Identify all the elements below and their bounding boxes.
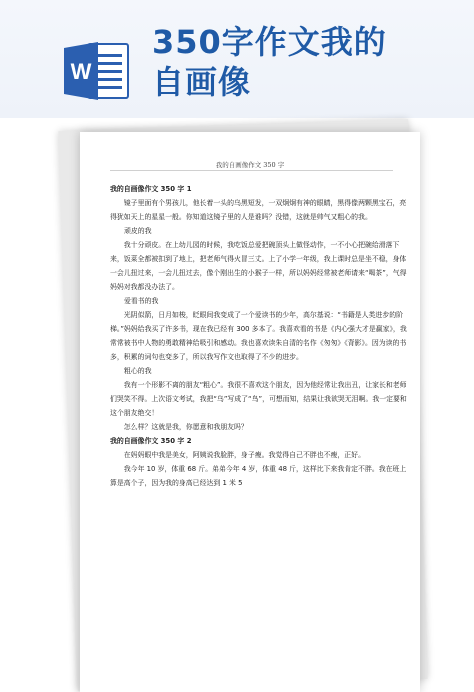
section-heading: 我的自画像作文 350 字 2	[110, 437, 192, 445]
subheading: 粗心的我	[124, 367, 152, 375]
subheading: 顽皮的我	[124, 227, 152, 235]
document-body	[110, 182, 410, 490]
banner-title-line2: 自画像	[152, 63, 252, 101]
paragraph: 我十分顽皮。在上幼儿园的时候，我吃饭总爱把碗顶头上做怪动作，一不小心把碗给滑落下来，饭菜全都被扣到了地上，把老师气得火冒三丈。上了小学一年级，我上课时总是坐不稳，身体一会儿扭过来，一会儿扭过去，像个刚出生的小猴子一样，所以妈妈经常被老师请来“喝茶”，气得妈妈对我都没办法了。	[110, 241, 407, 291]
header-banner	[0, 0, 474, 118]
paragraph: 镜子里面有个男孩儿，他长着一头的乌黑短发，一双炯炯有神的眼睛，黑得像两颗黑宝石，亮得犹如天上的星星一般。你知道这镜子里的人是谁吗？没错，这就是帅气又粗心的我。	[110, 199, 407, 221]
subheading: 爱看书的我	[124, 297, 159, 305]
section-heading: 我的自画像作文 350 字 1	[110, 185, 192, 193]
header-rule	[110, 170, 393, 171]
word-document-icon	[64, 40, 130, 102]
paragraph: 怎么样？这就是我，你愿意和我朋友吗？	[123, 423, 248, 431]
paragraph: 我有一个形影不离的朋友“粗心”。我很不喜欢这个朋友，因为他经常让我出丑，让家长和老师们哭笑不得。上次语文考试，我把“乌”写成了“鸟”，可想而知，结果让我欲哭无泪啊。我一定要和这个朋友绝交！	[110, 381, 407, 417]
paragraph: 我今年 10 岁，体重 68 斤。弟弟今年 4 岁，体重 48 斤，这样比下来我肯定不胖。我在班上算是高个子，因为我的身高已经达到 1 米 5	[110, 465, 407, 487]
banner-title	[152, 22, 387, 102]
paragraph: 光阴似箭，日月如梭，眨眼间我变成了一个爱读书的少年，高尔基说：“书籍是人类进步的阶梯。”妈妈给我买了许多书，现在我已经有 300 多本了。我喜欢看的书是《内心强大才是赢家》，我常常被书中人物的勇敢精神给吸引和感动。我也喜欢读朱自清的名作《匆匆》《背影》。因为读的书多，积累的词句也变多了，所以我写作文也取得了不少的进步。	[110, 311, 407, 361]
word-icon-letter: W	[70, 59, 92, 84]
banner-title-line1: 350字作文我的	[152, 23, 387, 61]
document-page	[80, 132, 420, 692]
page-header: 我的自画像作文 350 字	[215, 161, 285, 169]
paragraph: 在妈妈眼中我是美女，阿姨说我脸胖，身子瘦。我觉得自己不胖也不瘦，正好。	[123, 451, 365, 459]
